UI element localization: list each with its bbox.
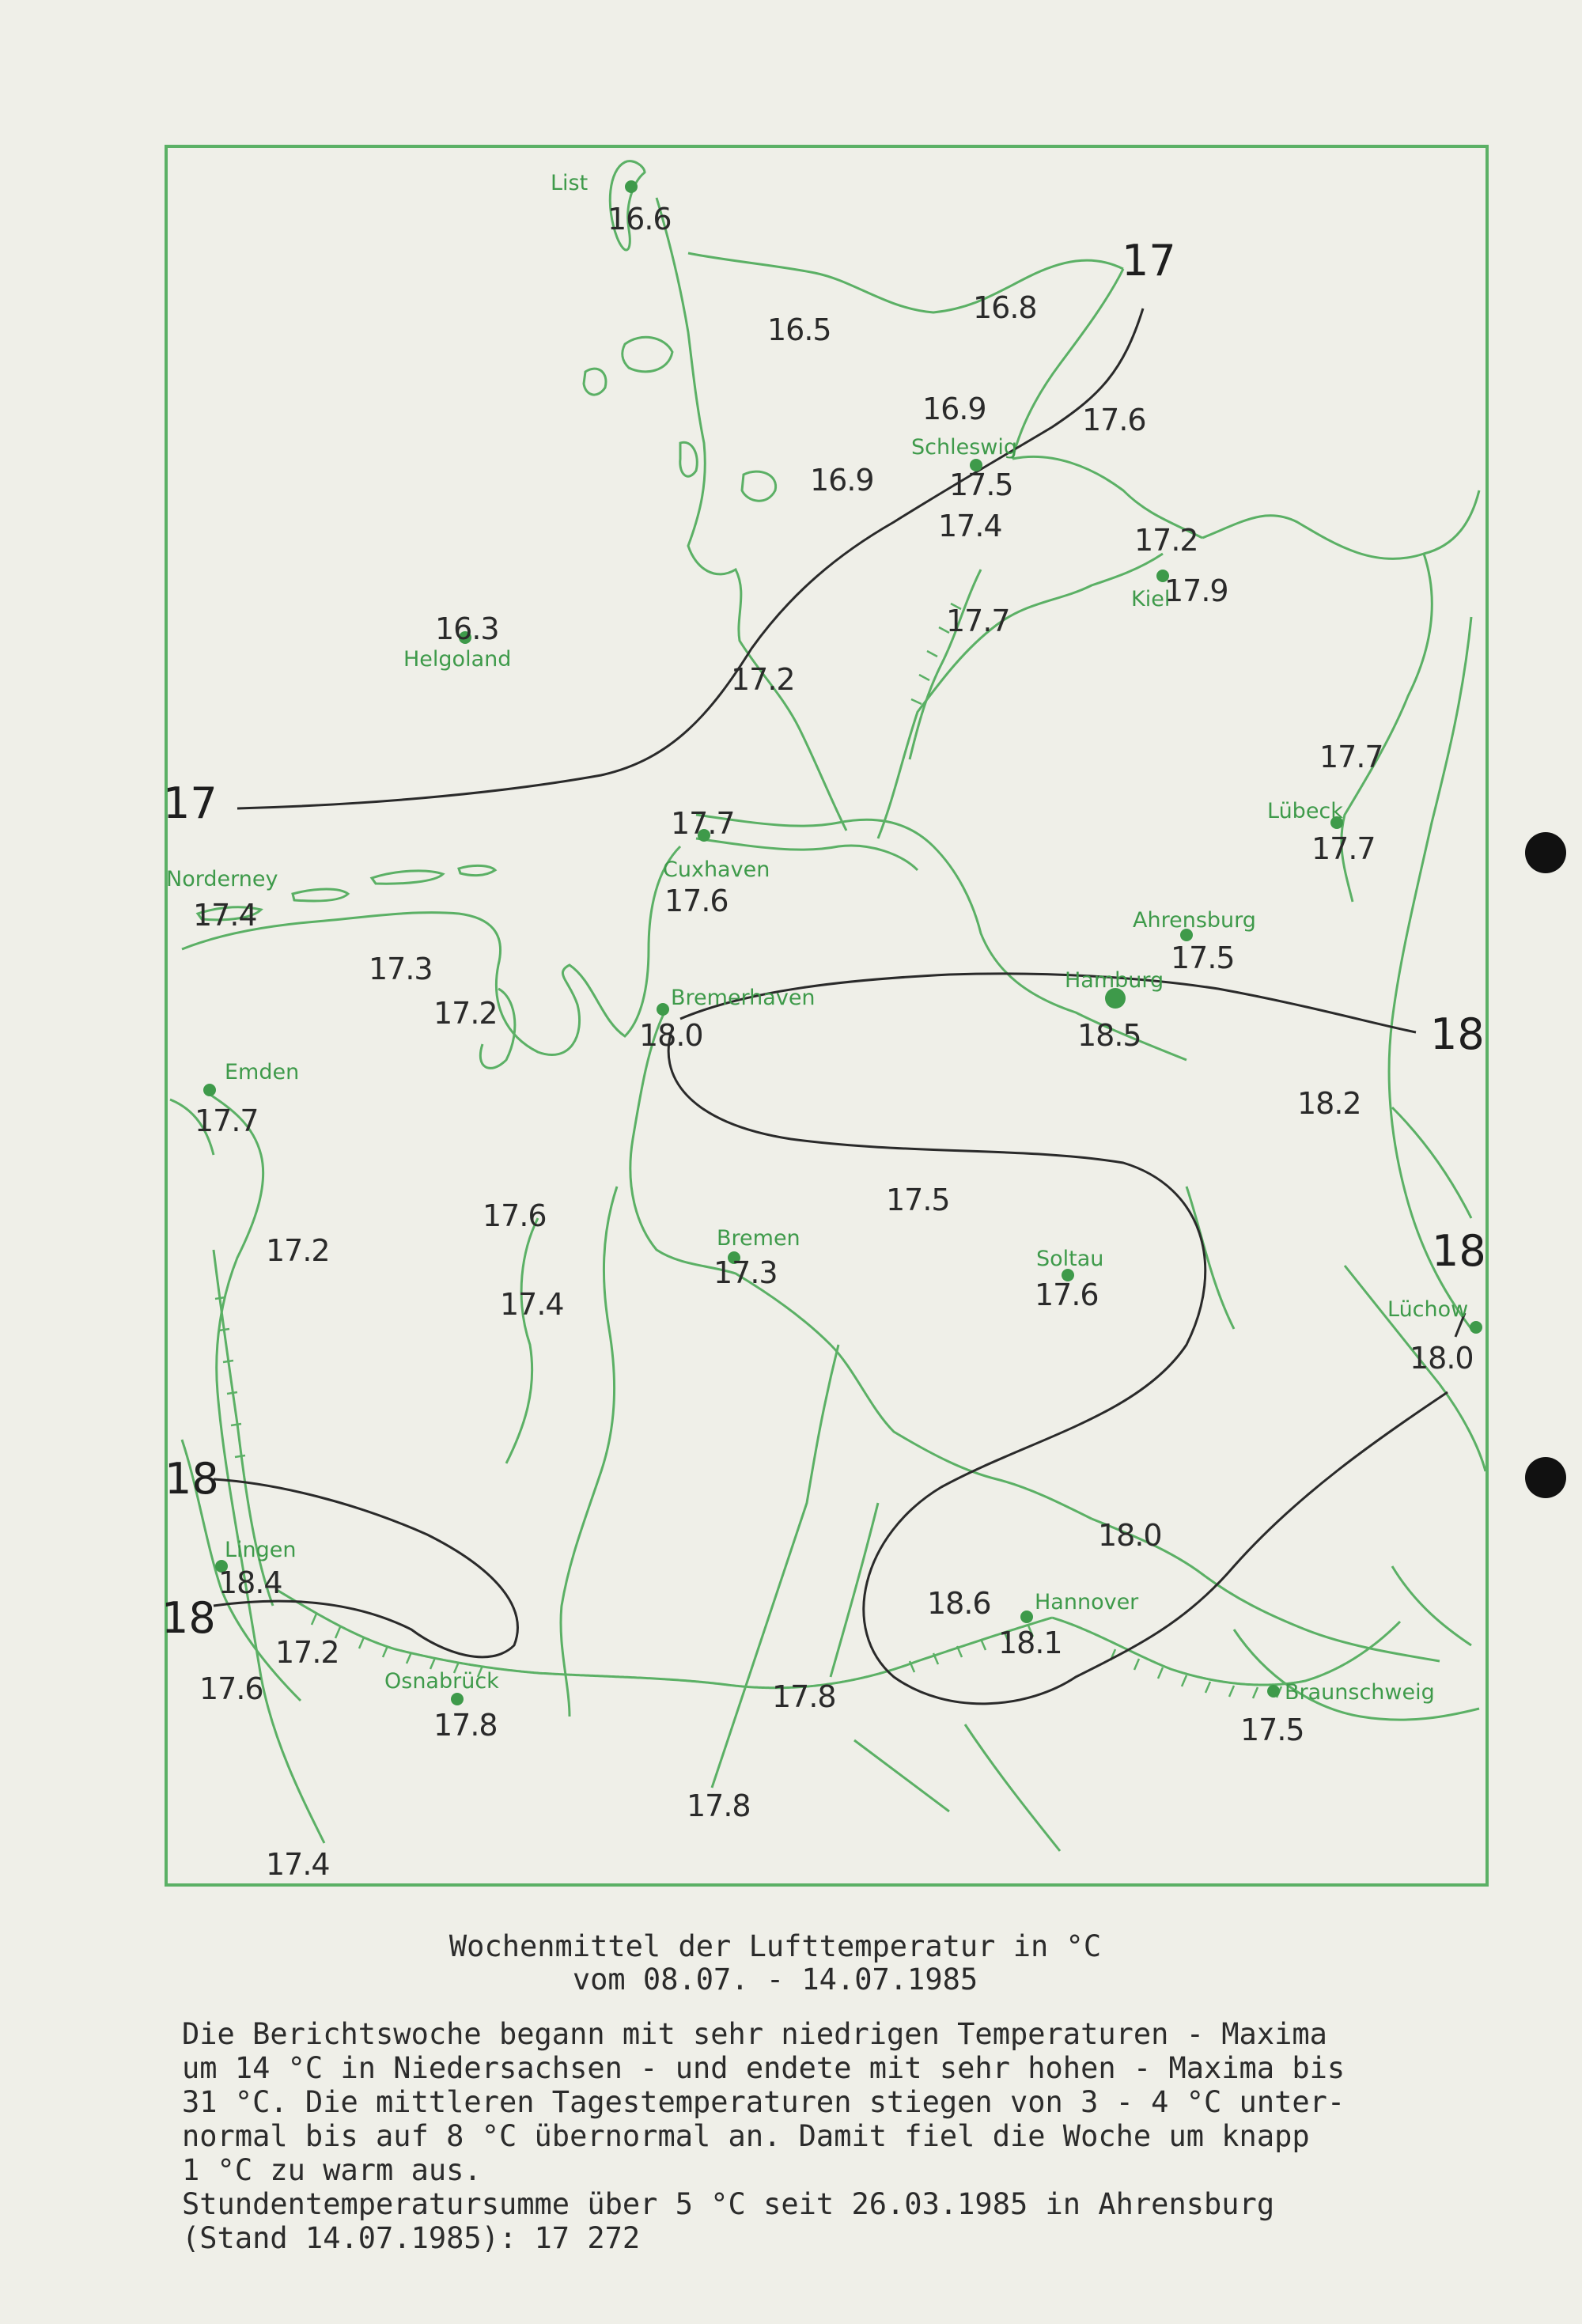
station-value: 17.6 <box>1035 1277 1099 1312</box>
station-name: Kiel <box>1131 587 1171 611</box>
extra-value: 17.7 <box>671 806 735 841</box>
extra-value: 18.2 <box>1297 1086 1361 1121</box>
extra-value: 17.2 <box>1134 523 1198 558</box>
station-name: Bremen <box>717 1226 800 1251</box>
station-value: 17.9 <box>1164 573 1228 608</box>
punch-hole-upper <box>1525 832 1566 873</box>
description-line: (Stand 14.07.1985): 17 272 <box>182 2221 641 2255</box>
isotherm-labels <box>161 236 1486 1643</box>
station-name: Emden <box>225 1060 300 1084</box>
description-line: um 14 °C in Niedersachsen - und endete mit sehr hohen - Maxima bis <box>182 2051 1345 2085</box>
extra-value: 17.6 <box>199 1671 263 1706</box>
station-name: Helgoland <box>403 647 512 672</box>
station-name: Bremerhaven <box>671 986 816 1010</box>
map-frame <box>166 146 1487 1885</box>
extra-value: 18.6 <box>927 1586 991 1621</box>
station-name: Lüchow <box>1387 1297 1469 1322</box>
extra-value: 17.4 <box>266 1847 330 1882</box>
extra-value: 16.8 <box>973 290 1037 325</box>
station-value: 17.5 <box>1171 941 1235 975</box>
isotherm-label: 18 <box>1430 1009 1485 1059</box>
station-value: 17.3 <box>713 1255 778 1290</box>
isotherm-label: 18 <box>1432 1226 1486 1276</box>
station-value: 18.1 <box>998 1626 1062 1660</box>
extra-value: 17.8 <box>772 1679 836 1714</box>
station-value: 17.5 <box>949 467 1013 502</box>
station-value: 18.0 <box>1410 1341 1474 1376</box>
extra-value: 17.2 <box>433 996 498 1031</box>
map-geography <box>170 161 1485 1851</box>
station-name: Norderney <box>166 867 278 891</box>
description-line: Stundentemperatursumme über 5 °C seit 26.03.1985 in Ahrensburg <box>182 2187 1275 2221</box>
extra-value: 18.0 <box>1098 1518 1162 1553</box>
description-line: 1 °C zu warm aus. <box>182 2153 482 2187</box>
extra-value: 17.4 <box>938 509 1002 543</box>
extra-value: 17.6 <box>1082 403 1146 437</box>
isotherms <box>214 308 1465 1704</box>
station-name: Cuxhaven <box>663 857 770 882</box>
caption <box>182 1930 1527 2255</box>
punch-hole-lower <box>1525 1457 1566 1498</box>
station-value: 16.3 <box>435 611 499 646</box>
extra-value: 16.5 <box>767 312 831 347</box>
extra-value: 17.3 <box>369 952 433 986</box>
description-line: 31 °C. Die mittleren Tagestemperaturen stiegen von 3 - 4 °C unter- <box>182 2085 1345 2119</box>
extra-value: 17.2 <box>731 662 795 697</box>
extra-value: 17.2 <box>266 1233 330 1268</box>
isotherm-label: 18 <box>161 1593 216 1643</box>
isotherm-label: 18 <box>165 1454 219 1504</box>
station-value: 17.4 <box>193 898 257 933</box>
title-line: Wochenmittel der Lufttemperatur in °C <box>448 1929 1102 1963</box>
description-line: Die Berichtswoche begann mit sehr niedrigen Temperaturen - Maxima <box>182 2017 1327 2051</box>
extra-value: 17.4 <box>500 1287 564 1322</box>
extra-value: 16.9 <box>922 392 986 426</box>
extra-value: 17.7 <box>1319 740 1383 774</box>
extra-value: 17.8 <box>687 1788 751 1823</box>
station-labels <box>166 171 1474 1747</box>
isotherm-label: 17 <box>1122 236 1176 286</box>
temperature-sum <box>182 2187 1527 2255</box>
isotherm-17 <box>237 308 1143 808</box>
extra-value: 17.5 <box>886 1183 950 1217</box>
station-value: 17.5 <box>1240 1713 1304 1747</box>
station-markers <box>203 180 1482 1705</box>
extra-value: 17.6 <box>483 1198 547 1233</box>
station-name: List <box>551 171 589 195</box>
extra-value: 17.7 <box>946 604 1010 638</box>
extra-value: 16.9 <box>810 463 874 498</box>
station-name: Hamburg <box>1065 968 1164 993</box>
station-name: Lingen <box>225 1538 297 1562</box>
station-name: Braunschweig <box>1285 1680 1435 1705</box>
station-value: 16.6 <box>607 202 672 237</box>
station-value: 17.7 <box>1311 831 1376 866</box>
isotherm-label: 17 <box>163 778 218 828</box>
description-line: normal bis auf 8 °C übernormal an. Damit fiel die Woche um knapp <box>182 2119 1310 2153</box>
station-value: 17.6 <box>664 884 729 918</box>
extra-value: 17.2 <box>275 1635 339 1670</box>
station-name: Osnabrück <box>384 1669 499 1694</box>
station-value: 18.0 <box>639 1018 703 1053</box>
station-name: Hannover <box>1035 1590 1139 1614</box>
station-name: Schleswig <box>911 435 1017 460</box>
station-name: Soltau <box>1036 1247 1104 1271</box>
station-value: 18.5 <box>1077 1018 1141 1053</box>
description <box>182 2017 1527 2187</box>
map-title <box>182 1930 1368 1997</box>
station-value: 17.8 <box>433 1708 498 1743</box>
station-name: Lübeck <box>1267 799 1343 823</box>
station-value: 18.4 <box>218 1565 282 1600</box>
station-name: Ahrensburg <box>1133 908 1256 933</box>
title-line: vom 08.07. - 14.07.1985 <box>572 1963 978 1997</box>
station-value: 17.7 <box>195 1103 259 1138</box>
